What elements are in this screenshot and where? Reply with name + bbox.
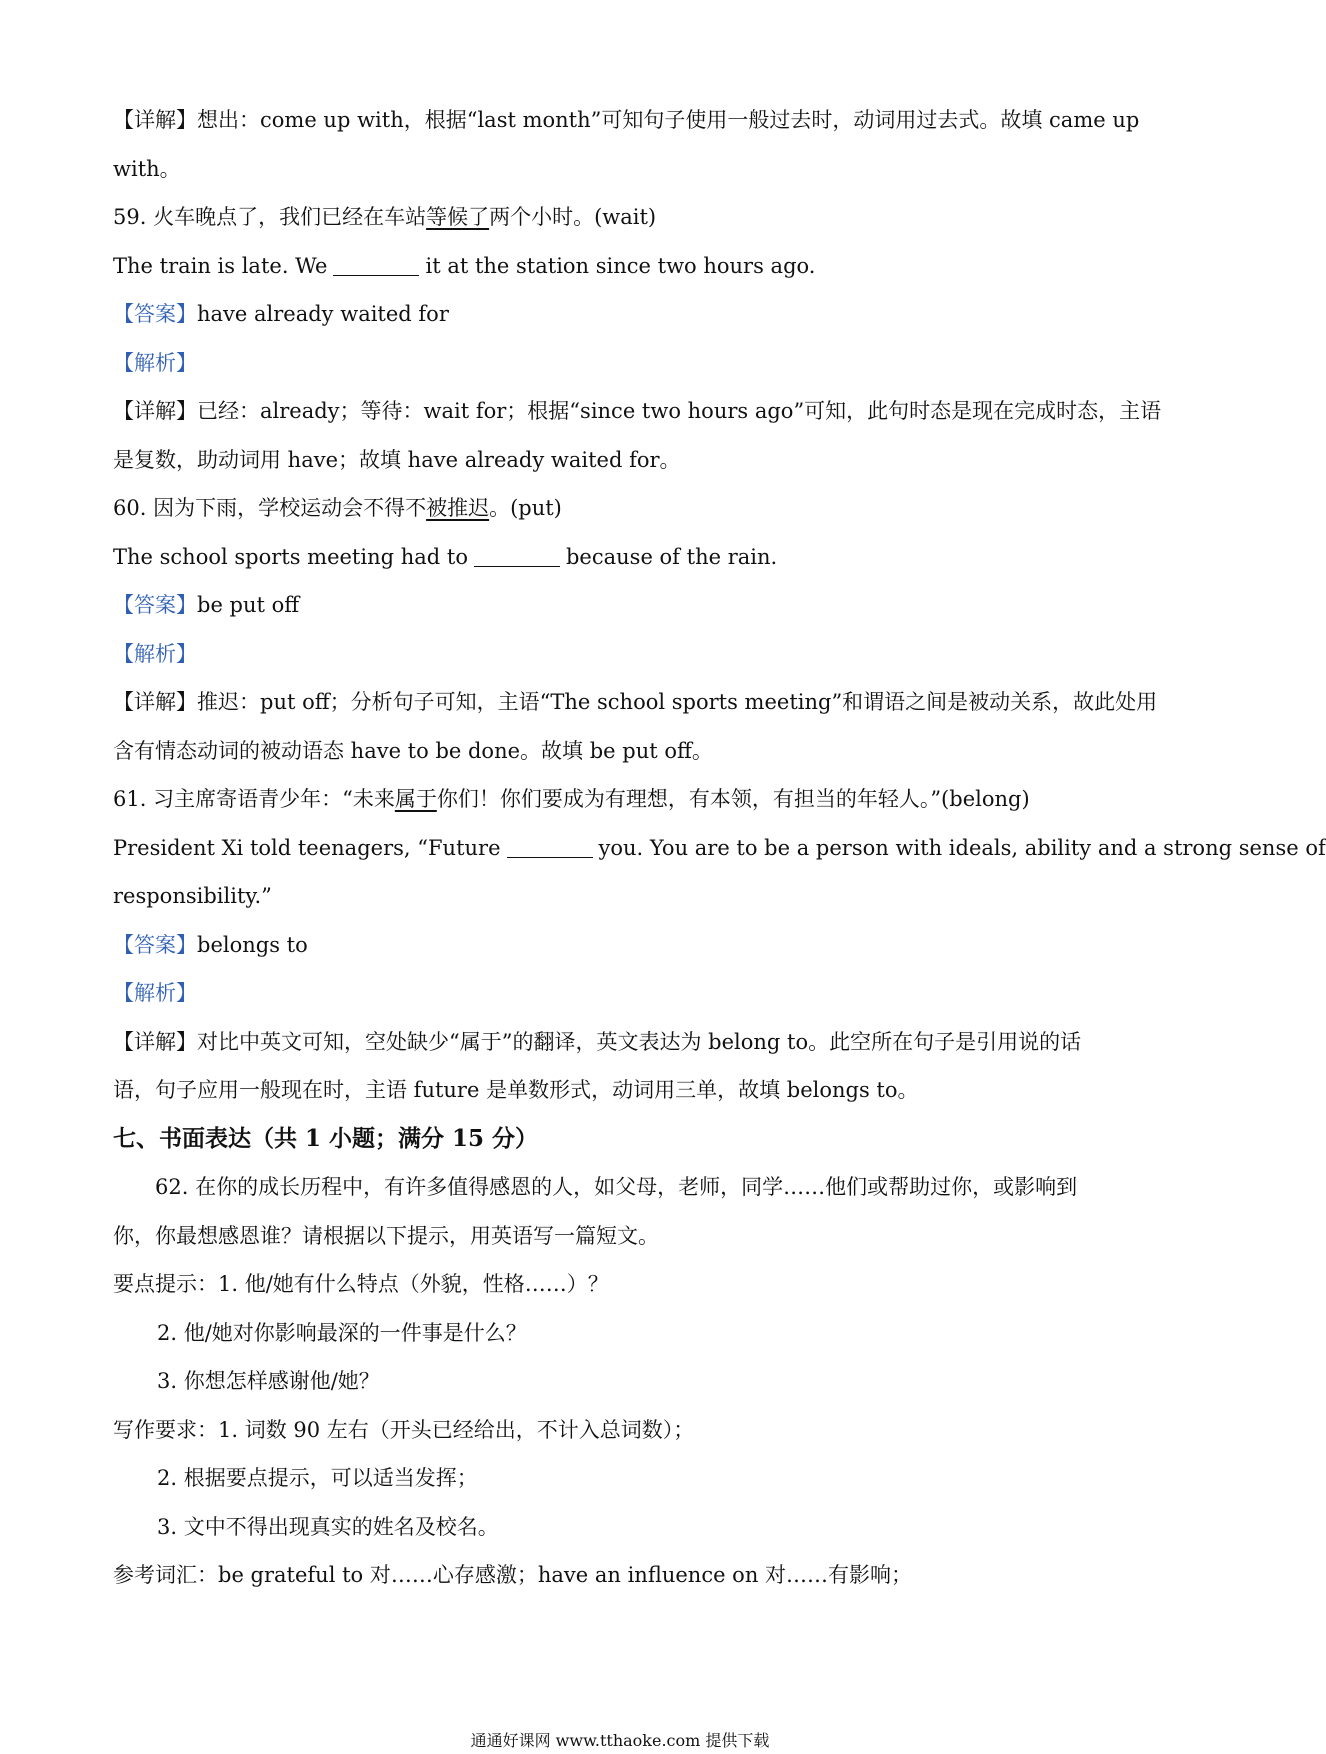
detail-tag: 【详解】	[113, 1029, 197, 1054]
answer-tag: 【答案】	[113, 593, 197, 617]
question-59-answer: 【答案】have already waited for	[113, 302, 449, 326]
reference-vocabulary: 参考词汇：be grateful to 对……心存感激；have an influence on 对……有影响；	[113, 1563, 913, 1587]
fill-blank	[333, 274, 419, 276]
question-61-sentence: President Xi told teenagers, “Future you. You are to be a person with ideals, ability and a strong sense of	[113, 835, 1326, 860]
question-60-prompt: 60. 因为下雨，学校运动会不得不被推迟。(put)	[113, 496, 562, 520]
detail-58-line-2: with。	[113, 156, 181, 181]
requirement-item-3: 3. 文中不得出现真实的姓名及校名。	[157, 1514, 499, 1539]
answer-tag: 【答案】	[113, 302, 197, 326]
analysis-tag: 【解析】	[113, 981, 197, 1005]
question-61-detail-2: 语，句子应用一般现在时，主语 future 是单数形式，动词用三单，故填 belongs to。	[113, 1078, 919, 1102]
points-item-2: 2. 他/她对你影响最深的一件事是什么？	[157, 1320, 527, 1345]
document-page	[113, 96, 1326, 1600]
question-59-detail-1: 【详解】已经：already；等待：wait for；根据“since two hours ago”可知，此句时态是现在完成时态，主语	[113, 399, 1162, 423]
detail-tag: 【详解】	[113, 399, 197, 423]
question-59-analysis	[113, 339, 1125, 388]
analysis-tag: 【解析】	[113, 641, 197, 666]
question-61-detail-1: 【详解】对比中英文可知，空处缺少“属于”的翻译，英文表达为 belong to。此空所在句子是引用说的话	[113, 1029, 1082, 1054]
analysis-tag: 【解析】	[113, 350, 197, 375]
question-60-detail-1: 【详解】推迟：put off；分析句子可知，主语“The school sports meeting”和谓语之间是被动关系，故此处用	[113, 690, 1158, 714]
requirement-item-1: 写作要求：1. 词数 90 左右（开头已经给出，不计入总词数）；	[113, 1417, 695, 1442]
question-61-sentence-2: responsibility.”	[113, 884, 272, 908]
question-59-prompt: 59. 火车晚点了，我们已经在车站等候了两个小时。(wait)	[113, 205, 657, 229]
fill-blank	[474, 565, 560, 567]
points-label: 要点提示：	[113, 1272, 218, 1296]
detail-tag: 【详解】	[113, 690, 197, 714]
question-60-detail-2: 含有情态动词的被动语态 have to be done。故填 be put off。	[113, 738, 713, 763]
fill-blank	[507, 856, 593, 858]
question-62-line-1: 62. 在你的成长历程中，有许多值得感恩的人，如父母，老师，同学……他们或帮助过你，或影响到	[155, 1175, 1078, 1199]
requirement-item-2: 2. 根据要点提示，可以适当发挥；	[157, 1466, 478, 1490]
page-footer: 通通好课网 www.tthaoke.com 提供下载	[470, 1731, 770, 1750]
section-7-heading: 七、书面表达（共 1 小题；满分 15 分）	[113, 1124, 539, 1152]
points-item-1: 要点提示：1. 他/她有什么特点（外貌，性格……）？	[113, 1272, 609, 1296]
question-59-sentence: The train is late. We it at the station since two hours ago.	[113, 253, 816, 278]
detail-tag: 【详解】	[113, 108, 197, 132]
answer-tag: 【答案】	[113, 932, 197, 957]
question-59-detail-2: 是复数，助动词用 have；故填 have already waited for。	[113, 447, 681, 472]
underlined-keyword: 等候了	[426, 205, 490, 229]
question-61-prompt: 61. 习主席寄语青少年：“未来属于你们！你们要成为有理想，有本领，有担当的年轻人。”(belong)	[113, 787, 1030, 811]
question-60-answer: 【答案】be put off	[113, 593, 300, 617]
question-60-analysis	[113, 630, 1125, 679]
question-61-answer: 【答案】belongs to	[113, 932, 308, 957]
question-61-analysis	[113, 969, 1125, 1018]
underlined-keyword: 被推迟	[426, 496, 490, 520]
question-60-sentence: The school sports meeting had to because of the rain.	[113, 544, 778, 569]
question-62-line-2: 你，你最想感恩谁？请根据以下提示，用英语写一篇短文。	[113, 1223, 659, 1248]
underlined-keyword: 属于	[394, 787, 437, 811]
points-item-3: 3. 你想怎样感谢他/她？	[157, 1369, 380, 1393]
requirements-label: 写作要求：	[113, 1417, 218, 1442]
detail-58-line-1: 【详解】想出：come up with，根据“last month”可知句子使用一般过去时，动词用过去式。故填 came up	[113, 108, 1140, 132]
